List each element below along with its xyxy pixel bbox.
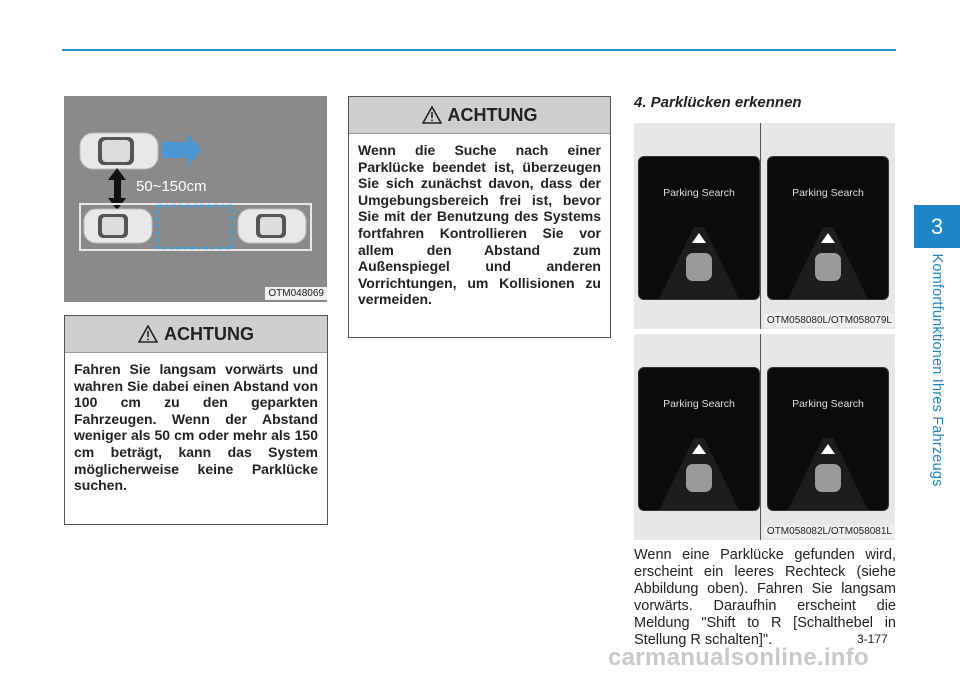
screen-label: Parking Search	[792, 187, 864, 199]
warning-title: ACHTUNG	[164, 323, 254, 344]
parking-search-figure-top	[634, 123, 895, 329]
chapter-number: 3	[930, 213, 944, 239]
body-paragraph: Wenn eine Parklücke gefunden wird, erscheint ein leeres Rechteck (siehe Abbildung oben). Fahren Sie langsam vorwärts. Daraufhin erscheint die Meldung "Shift to R [Schalthebel in Stellung R schalten]".	[634, 547, 896, 648]
figure-divider	[760, 123, 761, 329]
parking-sensor-graphic	[768, 368, 888, 510]
warning-box-middle	[348, 96, 611, 338]
parking-sensor-graphic	[639, 157, 759, 299]
screen-label: Parking Search	[663, 187, 735, 199]
chapter-tab[interactable]	[914, 205, 960, 248]
warning-triangle-icon	[422, 106, 442, 124]
parking-search-figure-bottom	[634, 334, 895, 540]
warning-text: Fahren Sie langsam vorwärts und wahren Sie dabei einen Abstand von 100 cm zu den geparkten Fahrzeugen. Wenn der Abstand weniger als 50 cm oder mehr als 150 cm beträgt, kann das System möglicherweise keine Parklücke suchen.	[74, 361, 318, 494]
display-screen-left	[638, 367, 760, 511]
figure-divider	[760, 334, 761, 540]
warning-triangle-icon	[138, 325, 158, 343]
parking-sensor-graphic	[639, 368, 759, 510]
parking-illustration	[64, 96, 327, 302]
moving-car-icon	[80, 133, 158, 169]
figure-code: OTM058080L/OTM058079L	[764, 314, 895, 327]
warning-header	[349, 97, 610, 134]
screen-label: Parking Search	[663, 398, 735, 410]
display-screen-right	[767, 156, 889, 300]
warning-title: ACHTUNG	[447, 104, 538, 125]
warning-text: Wenn die Suche nach einer Parklücke beendet ist, überzeugen Sie sich zunächst davon, dass der Umgebungsbereich frei ist, bevor Sie mit der Benutzung des Systems fortfahren Kontrollieren Sie vor allem den Abstand zum Außenspiegel und anderen Vorrichtungen, um Kollisionen zu vermeiden.	[358, 142, 601, 308]
figure-code: OTM058082L/OTM058081L	[764, 525, 895, 538]
page-number: 3-177	[857, 632, 888, 646]
watermark: carmanualsonline.info	[608, 644, 870, 671]
parking-sensor-graphic	[768, 157, 888, 299]
figure-code: OTM048069	[265, 287, 327, 300]
parking-distance-figure	[64, 96, 327, 302]
warning-header	[65, 316, 327, 353]
parked-car-right-icon	[238, 209, 306, 243]
display-screen-right	[767, 367, 889, 511]
screen-label: Parking Search	[792, 398, 864, 410]
chapter-title: Komfortfunktionen Ihres Fahrzeugs	[929, 253, 945, 487]
warning-box-left	[64, 315, 328, 525]
distance-label: 50~150cm	[136, 178, 207, 195]
section-heading: 4. Parklücken erkennen	[634, 94, 802, 111]
display-screen-left	[638, 156, 760, 300]
parked-car-left-icon	[84, 209, 152, 243]
top-rule	[62, 49, 896, 51]
